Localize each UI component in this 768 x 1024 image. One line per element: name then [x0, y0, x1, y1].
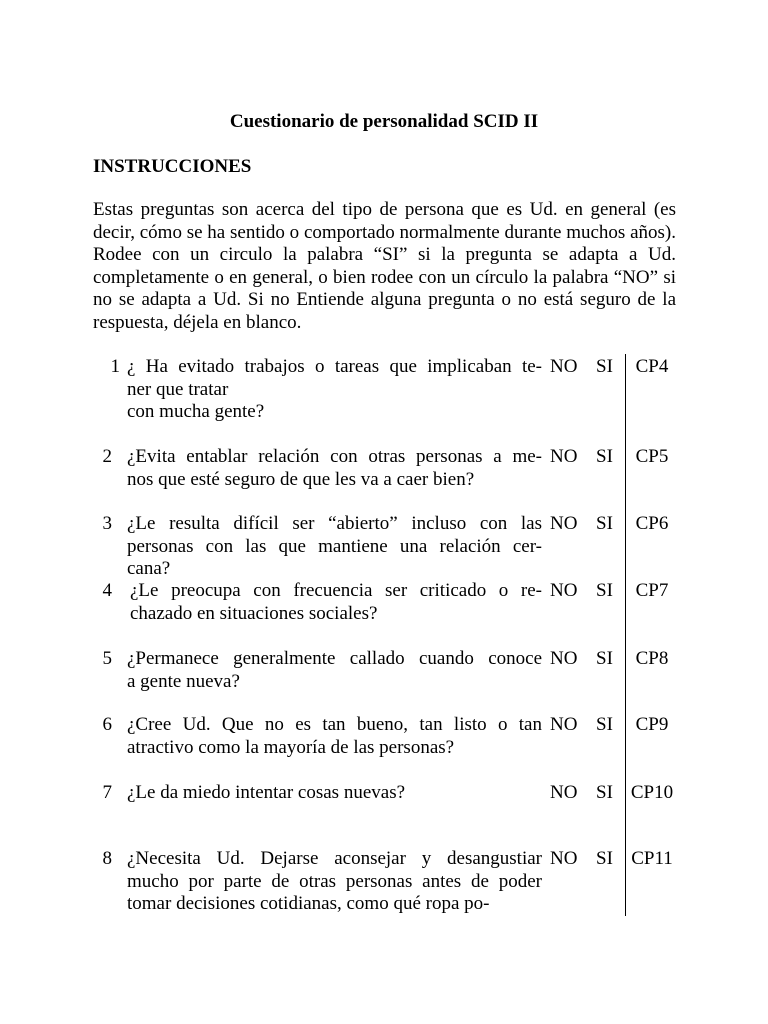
- answer-no-option[interactable]: NO: [550, 580, 578, 601]
- answer-no-option[interactable]: NO: [550, 848, 578, 869]
- document-title: Cuestionario de personalidad SCID II: [229, 111, 539, 132]
- answer-si-option[interactable]: SI: [596, 513, 613, 534]
- criterion-code: CP5: [635, 446, 669, 467]
- question-text-line: tomar decisiones cotidianas, como qué ropa po-: [127, 893, 490, 915]
- question-text-line: personas con las que mantiene una relación cer-: [127, 535, 542, 557]
- question-number: 3: [102, 513, 112, 534]
- question-text: [127, 356, 542, 424]
- answer-si-option[interactable]: SI: [596, 782, 613, 803]
- criterion-code: CP11: [631, 848, 673, 869]
- question-text-line: cana?: [127, 558, 171, 580]
- question-number: 4: [102, 580, 112, 601]
- question-text-line: ¿Le preocupa con frecuencia ser criticado o re-: [130, 580, 542, 601]
- question-text-line: ¿Le resulta difícil ser “abierto” incluso con las: [127, 513, 542, 534]
- question-text-line: ¿Cree Ud. Que no es tan bueno, tan listo o tan: [127, 714, 542, 735]
- question-number: 7: [102, 782, 112, 803]
- question-text: [127, 714, 542, 759]
- answer-si-option[interactable]: SI: [596, 848, 613, 869]
- criterion-code: CP7: [635, 580, 669, 601]
- answer-no-option[interactable]: NO: [550, 513, 578, 534]
- code-column-divider: [625, 354, 626, 916]
- criterion-code: CP8: [635, 648, 669, 669]
- answer-no-option[interactable]: NO: [550, 356, 578, 377]
- question-text-line: ¿Evita entablar relación con otras personas a me-: [127, 446, 542, 467]
- question-text-line: ¿Le da miedo intentar cosas nuevas?: [127, 782, 406, 803]
- criterion-code: CP4: [635, 356, 669, 377]
- criterion-code: CP9: [635, 714, 669, 735]
- answer-no-option[interactable]: NO: [550, 782, 578, 803]
- question-text: [127, 446, 542, 491]
- question-text-line: ¿Necesita Ud. Dejarse aconsejar y desangustiar: [127, 848, 542, 869]
- instructions-heading: INSTRUCCIONES: [93, 156, 252, 177]
- question-text-line: mucho por parte de otras personas antes de poder: [127, 870, 542, 892]
- question-text: [127, 648, 542, 693]
- question-number: 6: [102, 714, 112, 735]
- question-text: [127, 513, 542, 581]
- answer-si-option[interactable]: SI: [596, 580, 613, 601]
- question-text-line: ¿ Ha evitado trabajos o tareas que implicaban te-: [127, 356, 542, 377]
- criterion-code: CP6: [635, 513, 669, 534]
- question-number: 2: [102, 446, 112, 467]
- question-text-line: nos que esté seguro de que les va a caer bien?: [127, 468, 475, 490]
- answer-no-option[interactable]: NO: [550, 446, 578, 467]
- question-text: [127, 782, 542, 805]
- answer-si-option[interactable]: SI: [596, 648, 613, 669]
- criterion-code: CP10: [630, 782, 674, 803]
- answer-no-option[interactable]: NO: [550, 714, 578, 735]
- answer-si-option[interactable]: SI: [596, 714, 613, 735]
- question-text-line: ner que tratar: [127, 378, 229, 400]
- answer-no-option[interactable]: NO: [550, 648, 578, 669]
- question-number: 1: [110, 356, 120, 377]
- question-text-line: a gente nueva?: [127, 670, 240, 692]
- question-text: [127, 848, 542, 916]
- question-text-line: con mucha gente?: [127, 401, 265, 423]
- question-text-line: ¿Permanece generalmente callado cuando conoce: [127, 648, 542, 669]
- answer-si-option[interactable]: SI: [596, 446, 613, 467]
- answer-si-option[interactable]: SI: [596, 356, 613, 377]
- question-number: 8: [102, 848, 112, 869]
- question-text-line: atractivo como la mayoría de las personas?: [127, 736, 455, 758]
- question-text: [130, 580, 542, 625]
- question-number: 5: [102, 648, 112, 669]
- question-text-line: chazado en situaciones sociales?: [130, 602, 378, 624]
- instructions-paragraph: Estas preguntas son acerca del tipo de persona que es Ud. en general (es decir, cómo se ha sentido o comportado normalmente durante muchos años). Rodee con un circulo la palabra “SI” si la pregunta se adapta a Ud. completamente o en general, o bien rodee con un círculo la palabra “NO” si no se adapta a Ud. Si no Entiende alguna pregunta o no está seguro de la respuesta, déjela en blanco.: [93, 199, 676, 333]
